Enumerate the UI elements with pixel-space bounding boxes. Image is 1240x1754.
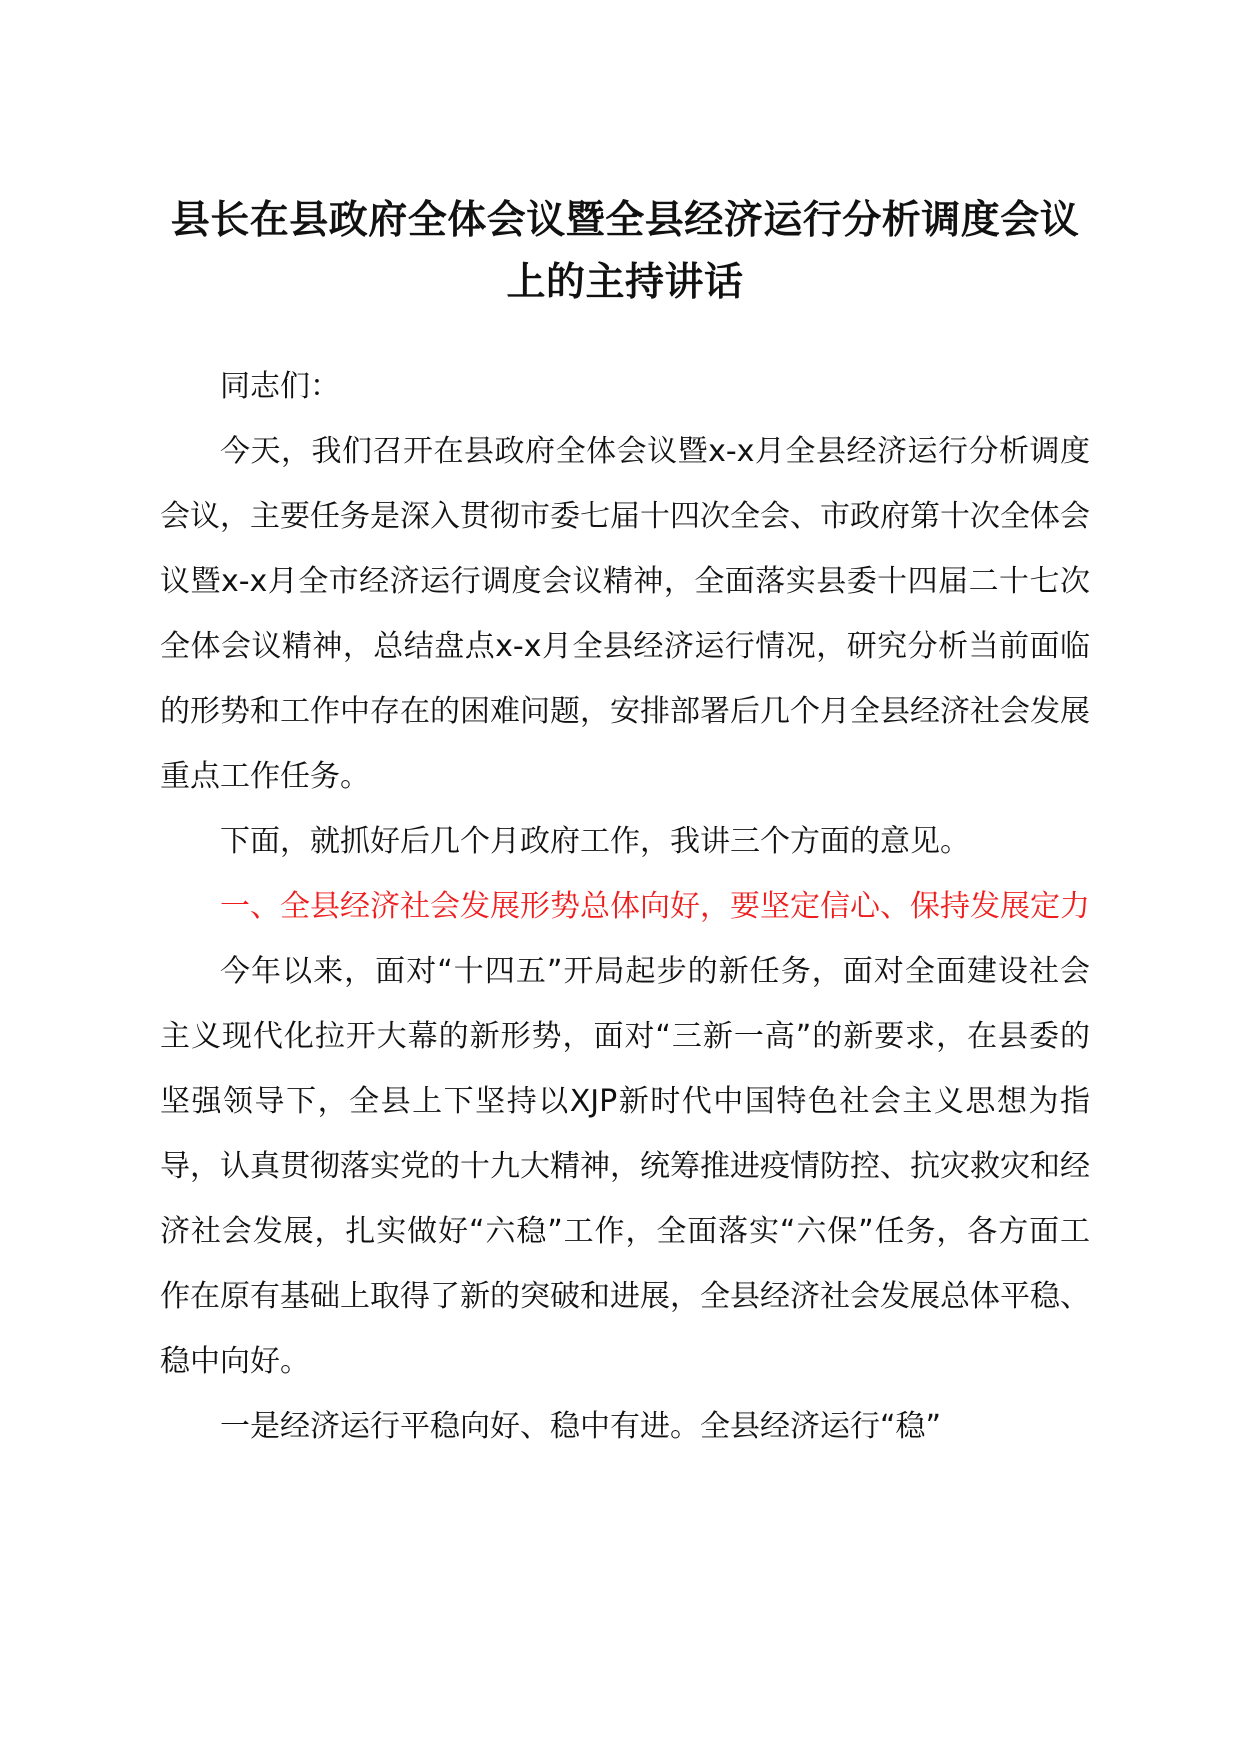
section-heading: 一、全县经济社会发展形势总体向好，要坚定信心、保持发展定力: [220, 889, 1090, 924]
subsection-paragraph: 一是经济运行平稳向好、稳中有进。全县经济运行“稳”: [220, 1409, 942, 1444]
outline-paragraph: 下面，就抓好后几个月政府工作，我讲三个方面的意见。: [220, 824, 970, 859]
document-page: [160, 190, 1090, 1459]
section-body-paragraph: 今年以来，面对“十四五”开局起步的新任务，面对全面建设社会主义现代化拉开大幕的新形势，面对“三新一高”的新要求，在县委的坚强领导下，全县上下坚持以XJP新时代中国特色社会主义思想为指导，认真贯彻落实党的十九大精神，统筹推进疫情防控、抗灾救灾和经济社会发展，扎实做好“六稳”工作，全面落实“六保”任务，各方面工作在原有基础上取得了新的突破和进展，全县经济社会发展总体平稳、稳中向好。: [160, 954, 1090, 1379]
intro-paragraph: 今天，我们召开在县政府全体会议暨x-x月全县经济运行分析调度会议，主要任务是深入贯彻市委七届十四次全会、市政府第十次全体会议暨x-x月全市经济运行调度会议精神，全面落实县委十四届二十七次全体会议精神，总结盘点x-x月全县经济运行情况，研究分析当前面临的形势和工作中存在的困难问题，安排部署后几个月全县经济社会发展重点工作任务。: [160, 434, 1090, 794]
greeting-text: 同志们：: [220, 369, 340, 404]
document-title: 县长在县政府全体会议暨全县经济运行分析调度会议上的主持讲话: [170, 198, 1080, 305]
